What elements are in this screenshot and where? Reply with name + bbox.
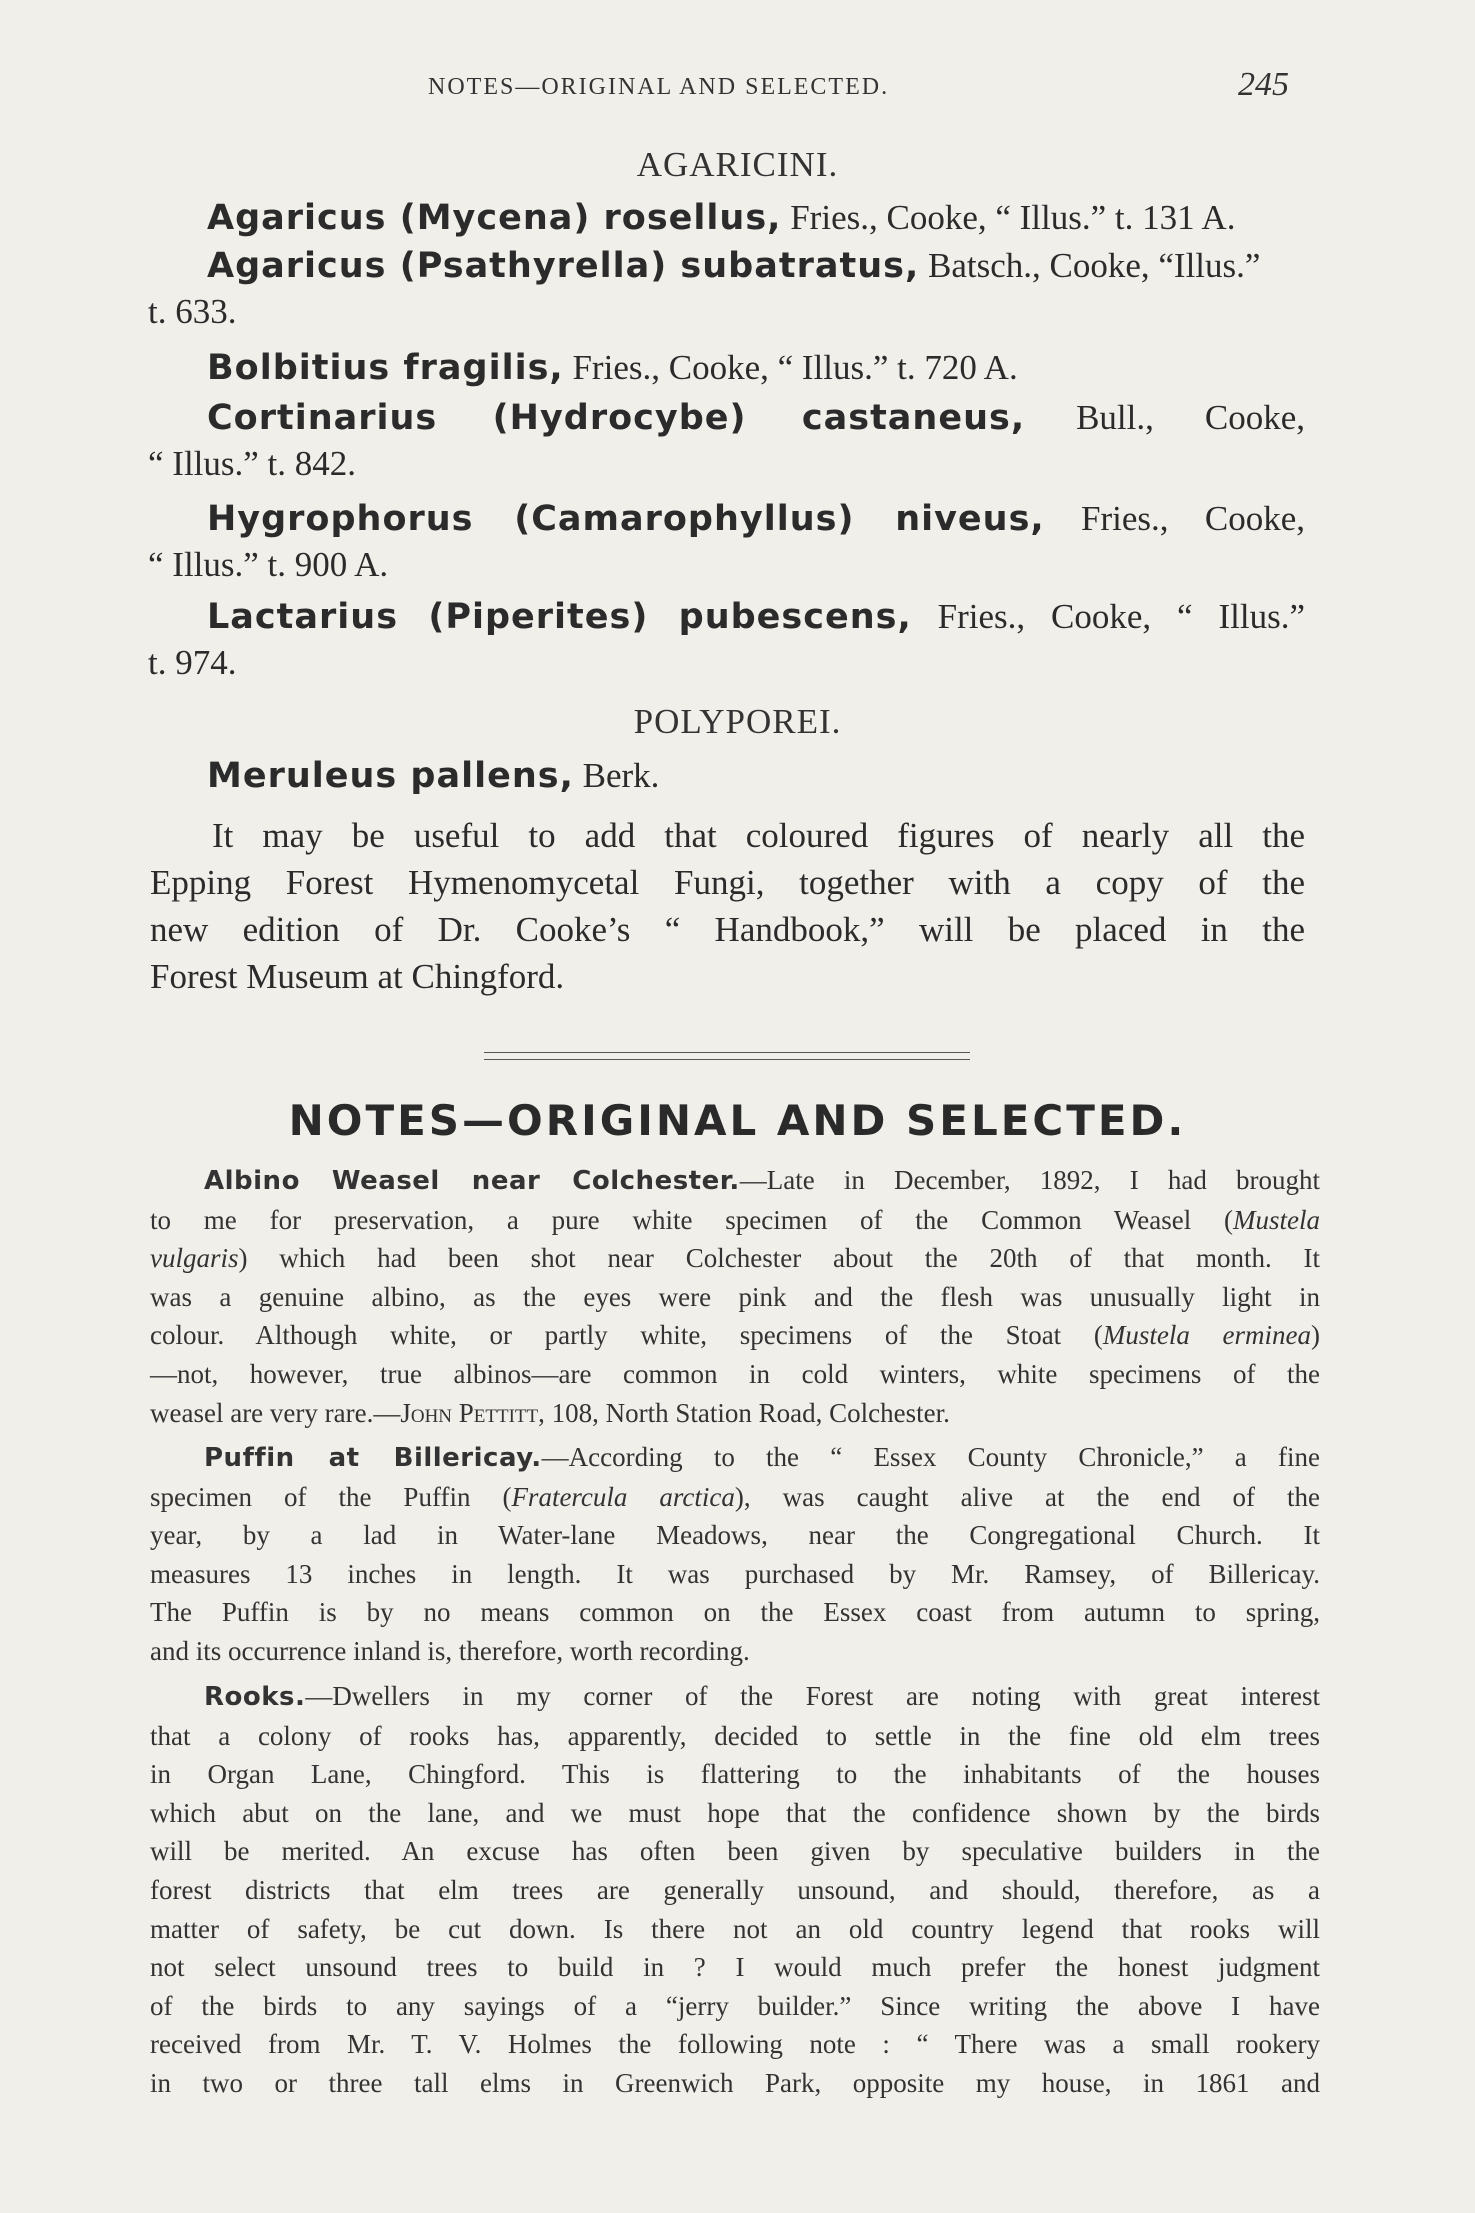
page-number: 245: [1238, 66, 1289, 103]
paragraph-line: new edition of Dr. Cooke’s “ Handbook,” will be placed in the: [150, 910, 1305, 949]
note-heading: Albino Weasel near Colchester.: [204, 1166, 740, 1196]
species-citation: Bull., Cooke,: [1025, 398, 1305, 437]
species-citation-cont: t. 633.: [148, 292, 237, 331]
note-rooks: Rooks.—Dwellers in my corner of the Forest are noting with great interest that a colony of rooks has, apparently, decided to settle in the fine old elm trees in Organ Lane, Chingford. This is flattering to the inhabitants of the houses which abut on the lane, and we must hope that the confidence shown by the birds will be merited. An excuse has often been given by speculative builders in the forest districts that elm trees are generally unsound, and should, therefore, as a matter of safety, be cut down. Is there not an old country legend that rooks will not select unsound trees to build in ? I would much prefer the honest judgment of the birds to any sayings of a “jerry builder.” Since writing the above I have received from Mr. T. V. Holmes the following note : “ There was a small rookery in two or three tall elms in Greenwich Park, opposite my house, in 1861 and: [150, 1681, 1320, 2098]
section-divider: [484, 1050, 970, 1064]
species-entry: [150, 243, 1305, 334]
note-albino-weasel: Albino Weasel near Colchester.—Late in December, 1892, I had brought to me for preservation, a pure white specimen of the Common Weasel (Mustela vulgaris) which had been shot near Colchester about the 20th of that month. It was a genuine albino, as the eyes were pink and the flesh was unusually light in colour. Although white, or partly white, specimens of the Stoat (Mustela erminea) —not, however, true albinos—are common in cold winters, white specimens of the weasel are very rare.—John Pettitt, 108, North Station Road, Colchester.: [150, 1165, 1320, 1428]
running-head: [0, 66, 1475, 106]
species-citation-cont: “ Illus.” t. 842.: [148, 444, 357, 483]
note-puffin: Puffin at Billericay.—According to the “ Essex County Chronicle,” a fine specimen of the Puffin (Fratercula arctica), was caught alive at the end of the year, by a lad in Water-lane Meadows, near the Congregational Church. It measures 13 inches in length. It was purchased by Mr. Ramsey, of Billericay. The Puffin is by no means common on the Essex coast from autumn to spring, and its occurrence inland is, therefore, worth recording.: [150, 1442, 1320, 1666]
species-entry: [150, 395, 1305, 486]
notes-section-title: NOTES—ORIGINAL AND SELECTED.: [288, 1096, 1187, 1145]
species-citation: Fries., Cooke,: [1044, 499, 1305, 538]
species-citation: Fries., Cooke, “ Illus.” t. 131 A.: [781, 198, 1236, 237]
note-heading: Rooks.: [204, 1682, 306, 1712]
author-name: John Pettitt: [400, 1397, 539, 1428]
running-head-title: NOTES—ORIGINAL AND SELECTED.: [428, 74, 890, 100]
species-name: Agaricus (Psathyrella) subatratus,: [207, 246, 920, 286]
species-citation: Fries., Cooke, “ Illus.”: [911, 597, 1305, 636]
species-entry: [150, 195, 1305, 241]
species-citation-cont: “ Illus.” t. 900 A.: [148, 545, 389, 584]
species-entry: [150, 594, 1305, 685]
section-heading-polyporei: POLYPOREI.: [633, 702, 842, 741]
species-citation-cont: t. 974.: [148, 643, 237, 682]
paragraph-line: Forest Museum at Chingford.: [150, 957, 565, 996]
paragraph-line: Epping Forest Hymenomycetal Fungi, together with a copy of the: [150, 863, 1305, 902]
species-name: Lactarius (Piperites) pubescens,: [207, 597, 912, 637]
note-heading: Puffin at Billericay.: [204, 1443, 542, 1473]
species-name: Hygrophorus (Camarophyllus) niveus,: [207, 499, 1045, 539]
species-name: Bolbitius fragilis,: [207, 348, 564, 388]
species-citation: Berk.: [573, 756, 660, 795]
section-heading-agaricini: AGARICINI.: [636, 145, 839, 184]
species-name: Cortinarius (Hydrocybe) castaneus,: [207, 398, 1026, 438]
species-name: Agaricus (Mycena) rosellus,: [207, 198, 782, 238]
species-entry: [150, 496, 1305, 587]
paragraph-line: It may be useful to add that coloured figures of nearly all the: [212, 816, 1305, 855]
closing-paragraph: [150, 812, 1305, 1000]
species-name: Meruleus pallens,: [207, 756, 574, 796]
species-citation: Fries., Cooke, “ Illus.” t. 720 A.: [563, 348, 1018, 387]
species-entry: [150, 345, 1305, 391]
species-entry: [150, 753, 1305, 799]
species-citation: Batsch., Cooke, “Illus.”: [919, 246, 1261, 285]
